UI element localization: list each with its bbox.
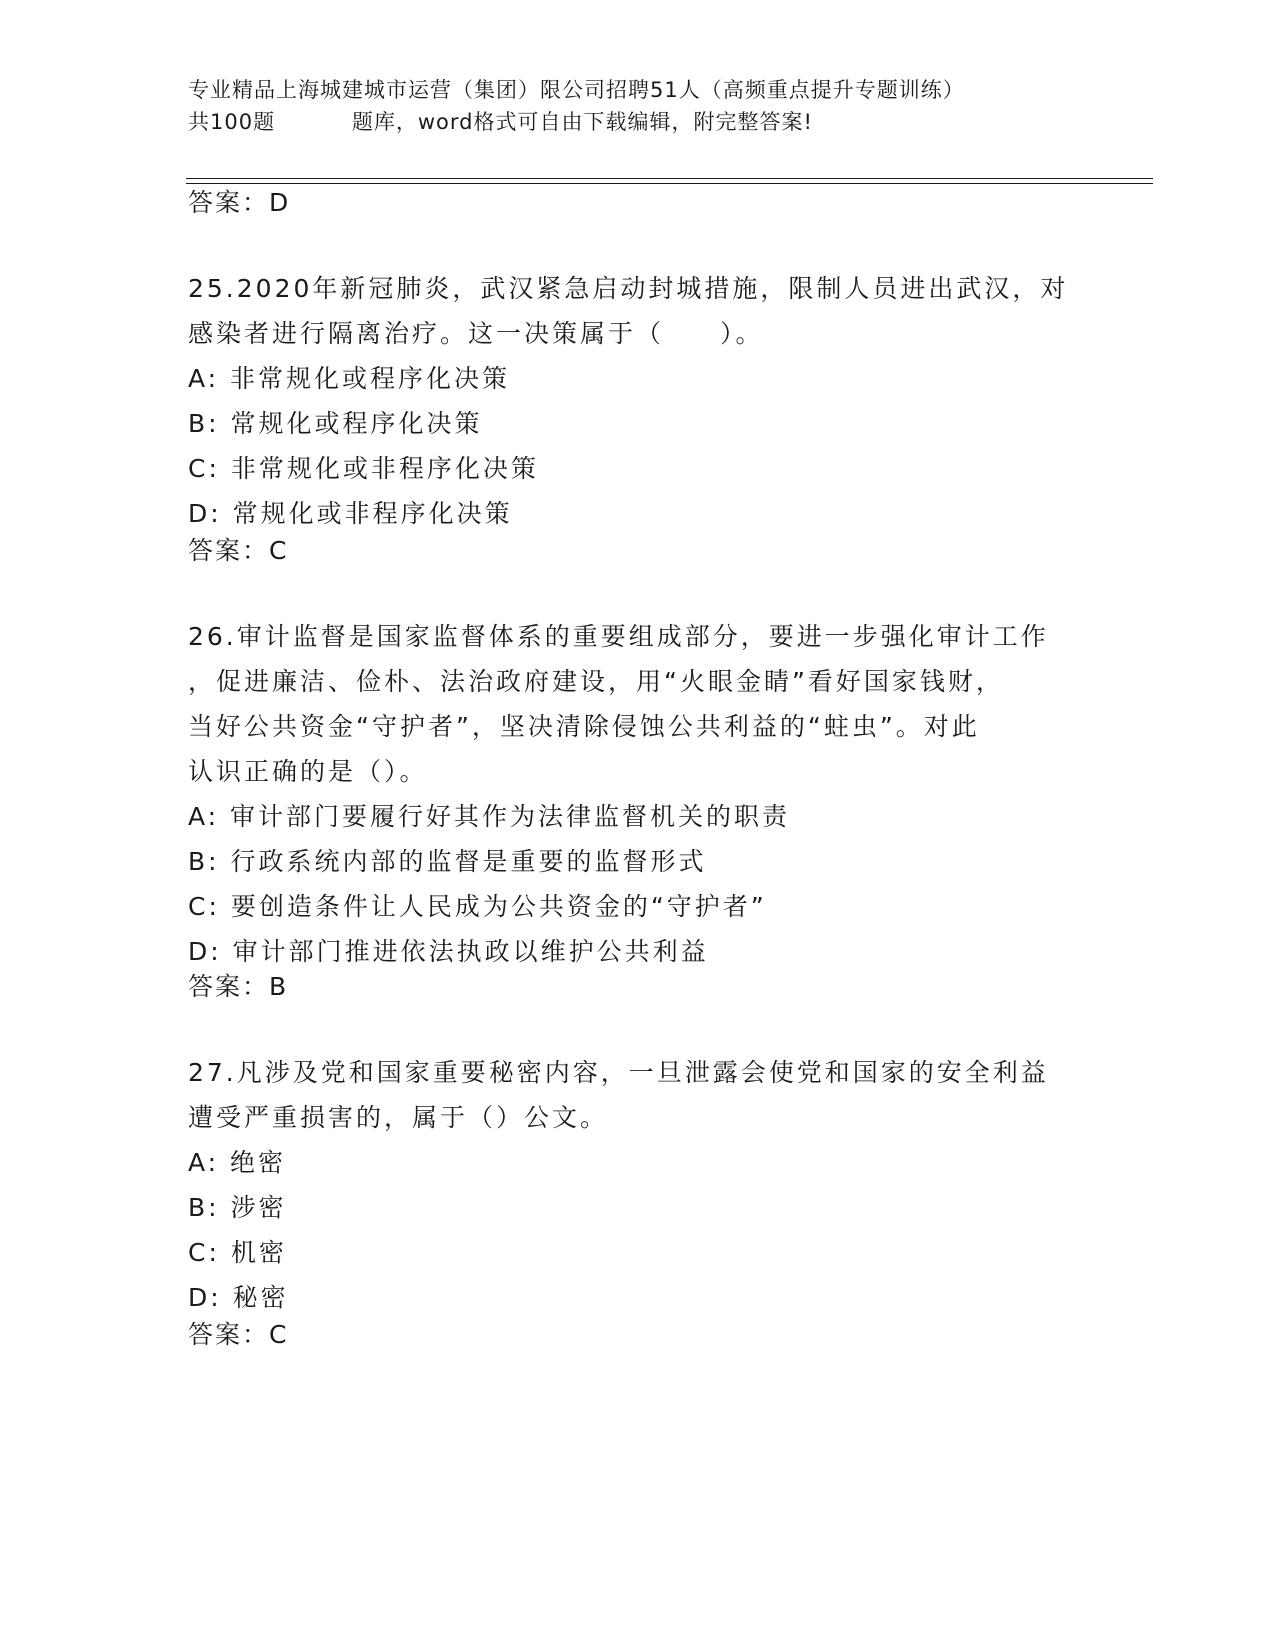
question-stem [188, 614, 1088, 794]
header-rule-top [186, 178, 1153, 179]
option-a: A: 审计部门要履行好其作为法律监督机关的职责 [188, 802, 791, 831]
option-a: A: 绝密 [188, 1148, 287, 1177]
question-stem-line: 感染者进行隔离治疗。这一决策属于（ ）。 [188, 319, 764, 348]
question-25 [188, 266, 1088, 536]
option-d: D: 审计部门推进依法执政以维护公共利益 [188, 937, 709, 966]
question-26-answer: 答案：B [188, 972, 289, 1001]
question-stem-line: 当好公共资金“守护者”，坚决清除侵蚀公共利益的“蛀虫”。对此 [188, 712, 980, 741]
question-25-answer: 答案：C [188, 536, 289, 565]
option-d: D: 秘密 [188, 1283, 289, 1312]
question-stem-line: 认识正确的是（）。 [188, 757, 428, 786]
option-c: C: 非常规化或非程序化决策 [188, 454, 539, 483]
question-stem-line: 27.凡涉及党和国家重要秘密内容，一旦泄露会使党和国家的安全利益 [188, 1058, 1049, 1087]
option-b: B: 涉密 [188, 1193, 287, 1222]
question-stem-line: 25.2020年新冠肺炎，武汉紧急启动封城措施，限制人员进出武汉，对 [188, 274, 1069, 303]
question-stem [188, 1050, 1088, 1140]
page-header [188, 74, 1088, 138]
option-c: C: 要创造条件让人民成为公共资金的“守护者” [188, 892, 767, 921]
option-c: C: 机密 [188, 1238, 287, 1267]
question-26 [188, 614, 1088, 974]
question-stem [188, 266, 1088, 356]
header-rule-bottom [186, 183, 1153, 184]
option-b: B: 行政系统内部的监督是重要的监督形式 [188, 847, 707, 876]
header-title-line2: 共100题 题库，word格式可自由下载编辑，附完整答案! [188, 110, 813, 134]
question-27-answer: 答案：C [188, 1320, 289, 1349]
question-stem-line: 26.审计监督是国家监督体系的重要组成部分，要进一步强化审计工作 [188, 622, 1049, 651]
question-stem-line: 遭受严重损害的，属于（）公文。 [188, 1103, 609, 1132]
header-title-line1: 专业精品上海城建城市运营（集团）限公司招聘51人（高频重点提升专题训练） [188, 78, 965, 102]
question-27 [188, 1050, 1088, 1320]
previous-question-answer: 答案：D [188, 188, 291, 217]
option-d: D: 常规化或非程序化决策 [188, 499, 513, 528]
option-b: B: 常规化或程序化决策 [188, 409, 483, 438]
question-stem-line: ，促进廉洁、俭朴、法治政府建设，用“火眼金睛”看好国家钱财， [188, 667, 1004, 696]
option-a: A: 非常规化或程序化决策 [188, 364, 511, 393]
